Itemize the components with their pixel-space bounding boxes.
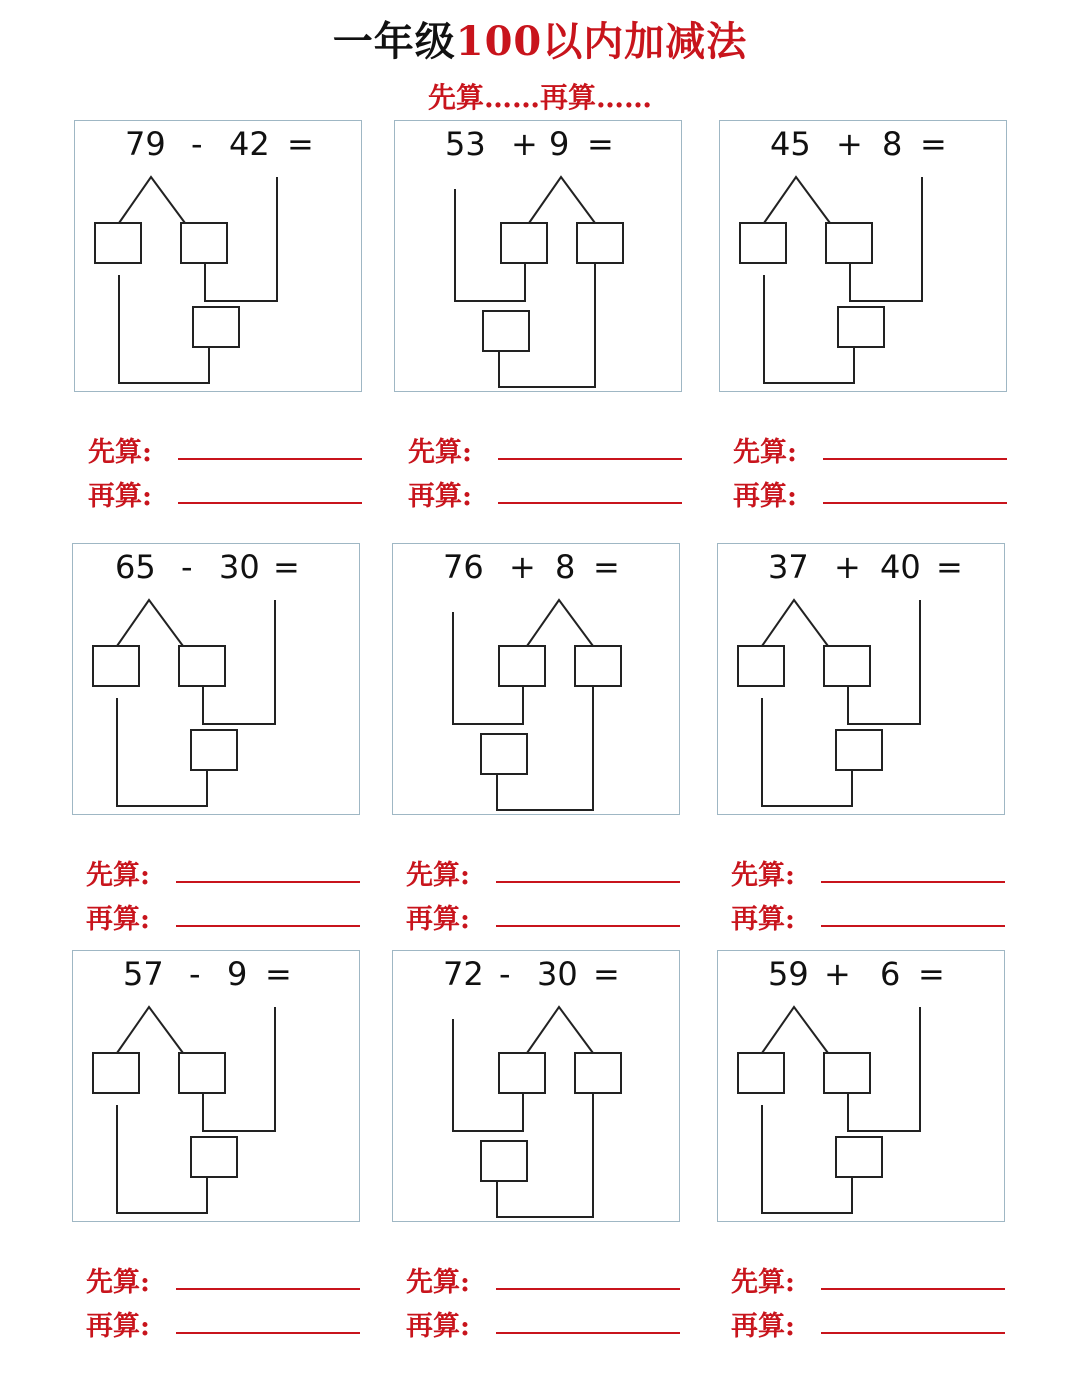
- then-answer-line[interactable]: [496, 925, 680, 927]
- first-step-label: 先算:: [88, 437, 152, 468]
- part-box-left[interactable]: [95, 223, 141, 263]
- first-step-label: 先算:: [731, 860, 795, 891]
- then-step-label: 再算:: [86, 1311, 150, 1342]
- split-diagram: [395, 121, 683, 393]
- first-step-label: 先算:: [86, 1267, 150, 1298]
- first-step: [408, 430, 698, 474]
- result-box[interactable]: [836, 730, 882, 770]
- then-step-label: 再算:: [731, 904, 795, 935]
- first-step-label: 先算:: [406, 1267, 470, 1298]
- problem-cell: [717, 950, 1017, 1370]
- split-branch: [764, 177, 830, 223]
- part-box-right[interactable]: [575, 1053, 621, 1093]
- part-box-right[interactable]: [824, 646, 870, 686]
- page-subtitle: 先算……再算……: [427, 81, 652, 114]
- equals-sign: =: [593, 955, 620, 993]
- part-box-right[interactable]: [179, 1053, 225, 1093]
- split-diagram: [73, 544, 361, 816]
- split-diagram: [73, 951, 361, 1223]
- operand-a: 76: [443, 548, 484, 586]
- then-answer-line[interactable]: [821, 925, 1005, 927]
- problem-card: [392, 950, 680, 1222]
- problem-cell: [392, 950, 692, 1370]
- part-box-left[interactable]: [738, 1053, 784, 1093]
- then-step: [86, 897, 376, 941]
- part-box-left[interactable]: [501, 223, 547, 263]
- part-box-left[interactable]: [93, 1053, 139, 1093]
- part-box-right[interactable]: [179, 646, 225, 686]
- operand-b: 40: [880, 548, 921, 586]
- split-diagram: [393, 544, 681, 816]
- then-step-label: 再算:: [406, 1311, 470, 1342]
- operand-a: 79: [125, 125, 166, 163]
- then-step: [733, 474, 1023, 518]
- operand-a: 65: [115, 548, 156, 586]
- operator: +: [836, 125, 863, 163]
- then-answer-line[interactable]: [498, 502, 682, 504]
- result-box[interactable]: [481, 1141, 527, 1181]
- first-answer-line[interactable]: [496, 881, 680, 883]
- result-box[interactable]: [191, 730, 237, 770]
- split-diagram: [393, 951, 681, 1223]
- then-step-label: 再算:: [731, 1311, 795, 1342]
- operand-b: 8: [555, 548, 576, 586]
- steps-area: [88, 430, 378, 518]
- first-answer-line[interactable]: [498, 458, 682, 460]
- problem-cell: [72, 950, 372, 1370]
- operand-b: 42: [229, 125, 270, 163]
- split-diagram: [718, 951, 1006, 1223]
- operator: +: [511, 125, 538, 163]
- operand-a: 57: [123, 955, 164, 993]
- then-answer-line[interactable]: [178, 502, 362, 504]
- page-title: [0, 10, 1080, 67]
- problem-card: [74, 120, 362, 392]
- first-step: [731, 1260, 1021, 1304]
- problem-cell: [72, 543, 372, 963]
- then-answer-line[interactable]: [821, 1332, 1005, 1334]
- steps-area: [731, 1260, 1021, 1348]
- problem-card: [394, 120, 682, 392]
- result-box[interactable]: [191, 1137, 237, 1177]
- then-step: [406, 1304, 696, 1348]
- result-box[interactable]: [838, 307, 884, 347]
- steps-area: [86, 853, 376, 941]
- first-step: [731, 853, 1021, 897]
- split-diagram: [75, 121, 363, 393]
- operand-a: 53: [445, 125, 486, 163]
- part-box-right[interactable]: [824, 1053, 870, 1093]
- split-branch: [762, 1007, 828, 1053]
- first-step-label: 先算:: [86, 860, 150, 891]
- operand-b: 6: [880, 955, 901, 993]
- problem-card: [717, 950, 1005, 1222]
- operand-b: 9: [227, 955, 248, 993]
- first-answer-line[interactable]: [178, 458, 362, 460]
- operand-a: 72: [443, 955, 484, 993]
- equals-sign: =: [273, 548, 300, 586]
- title-topic: 100以内加减法: [455, 18, 748, 65]
- steps-area: [86, 1260, 376, 1348]
- part-box-left[interactable]: [738, 646, 784, 686]
- steps-area: [406, 1260, 696, 1348]
- first-step: [88, 430, 378, 474]
- operand-b: 30: [219, 548, 260, 586]
- then-step-label: 再算:: [86, 904, 150, 935]
- split-branch: [117, 1007, 183, 1053]
- first-answer-line[interactable]: [821, 881, 1005, 883]
- problem-card: [72, 543, 360, 815]
- operator: -: [499, 955, 511, 993]
- operand-a: 45: [770, 125, 811, 163]
- result-box[interactable]: [483, 311, 529, 351]
- equals-sign: =: [920, 125, 947, 163]
- problem-card: [717, 543, 1005, 815]
- problem-cell: [74, 120, 374, 540]
- problem-card: [72, 950, 360, 1222]
- problem-cell: [717, 543, 1017, 963]
- first-step: [86, 853, 376, 897]
- first-step: [406, 1260, 696, 1304]
- problem-cell: [719, 120, 1019, 540]
- split-diagram: [720, 121, 1008, 393]
- part-box-left[interactable]: [499, 646, 545, 686]
- operator: -: [189, 955, 201, 993]
- first-answer-line[interactable]: [176, 1288, 360, 1290]
- result-box[interactable]: [193, 307, 239, 347]
- split-branch: [529, 177, 595, 223]
- first-answer-line[interactable]: [176, 881, 360, 883]
- then-step: [86, 1304, 376, 1348]
- problem-cell: [392, 543, 692, 963]
- split-branch: [527, 600, 593, 646]
- split-branch: [527, 1007, 593, 1053]
- first-step: [406, 853, 696, 897]
- first-step: [733, 430, 1023, 474]
- operand-a: 59: [768, 955, 809, 993]
- problem-card: [392, 543, 680, 815]
- first-step-label: 先算:: [406, 860, 470, 891]
- first-answer-line[interactable]: [821, 1288, 1005, 1290]
- steps-area: [406, 853, 696, 941]
- then-answer-line[interactable]: [176, 925, 360, 927]
- first-step-label: 先算:: [731, 1267, 795, 1298]
- then-step: [88, 474, 378, 518]
- then-step: [408, 474, 698, 518]
- equals-sign: =: [265, 955, 292, 993]
- equals-sign: =: [593, 548, 620, 586]
- equals-sign: =: [287, 125, 314, 163]
- equals-sign: =: [587, 125, 614, 163]
- then-answer-line[interactable]: [823, 502, 1007, 504]
- split-branch: [119, 177, 185, 223]
- operator: +: [509, 548, 536, 586]
- operand-b: 30: [537, 955, 578, 993]
- then-step-label: 再算:: [733, 481, 797, 512]
- split-diagram: [718, 544, 1006, 816]
- first-answer-line[interactable]: [496, 1288, 680, 1290]
- part-box-left[interactable]: [740, 223, 786, 263]
- part-box-left[interactable]: [499, 1053, 545, 1093]
- problem-cell: [394, 120, 694, 540]
- then-step: [731, 1304, 1021, 1348]
- result-box[interactable]: [481, 734, 527, 774]
- part-box-left[interactable]: [93, 646, 139, 686]
- split-branch: [762, 600, 828, 646]
- first-step: [86, 1260, 376, 1304]
- operator: +: [824, 955, 851, 993]
- steps-area: [733, 430, 1023, 518]
- operator: +: [834, 548, 861, 586]
- result-box[interactable]: [836, 1137, 882, 1177]
- then-answer-line[interactable]: [176, 1332, 360, 1334]
- then-answer-line[interactable]: [496, 1332, 680, 1334]
- steps-area: [731, 853, 1021, 941]
- first-step-label: 先算:: [733, 437, 797, 468]
- part-box-right[interactable]: [575, 646, 621, 686]
- equals-sign: =: [936, 548, 963, 586]
- first-answer-line[interactable]: [823, 458, 1007, 460]
- part-box-right[interactable]: [826, 223, 872, 263]
- operand-b: 9: [549, 125, 570, 163]
- then-step-label: 再算:: [406, 904, 470, 935]
- then-step: [731, 897, 1021, 941]
- equals-sign: =: [918, 955, 945, 993]
- problem-card: [719, 120, 1007, 392]
- operand-a: 37: [768, 548, 809, 586]
- steps-area: [408, 430, 698, 518]
- first-step-label: 先算:: [408, 437, 472, 468]
- part-box-right[interactable]: [577, 223, 623, 263]
- part-box-right[interactable]: [181, 223, 227, 263]
- then-step: [406, 897, 696, 941]
- title-grade: 一年级: [332, 18, 456, 65]
- operator: -: [191, 125, 203, 163]
- then-step-label: 再算:: [408, 481, 472, 512]
- then-step-label: 再算:: [88, 481, 152, 512]
- operator: -: [181, 548, 193, 586]
- operand-b: 8: [882, 125, 903, 163]
- split-branch: [117, 600, 183, 646]
